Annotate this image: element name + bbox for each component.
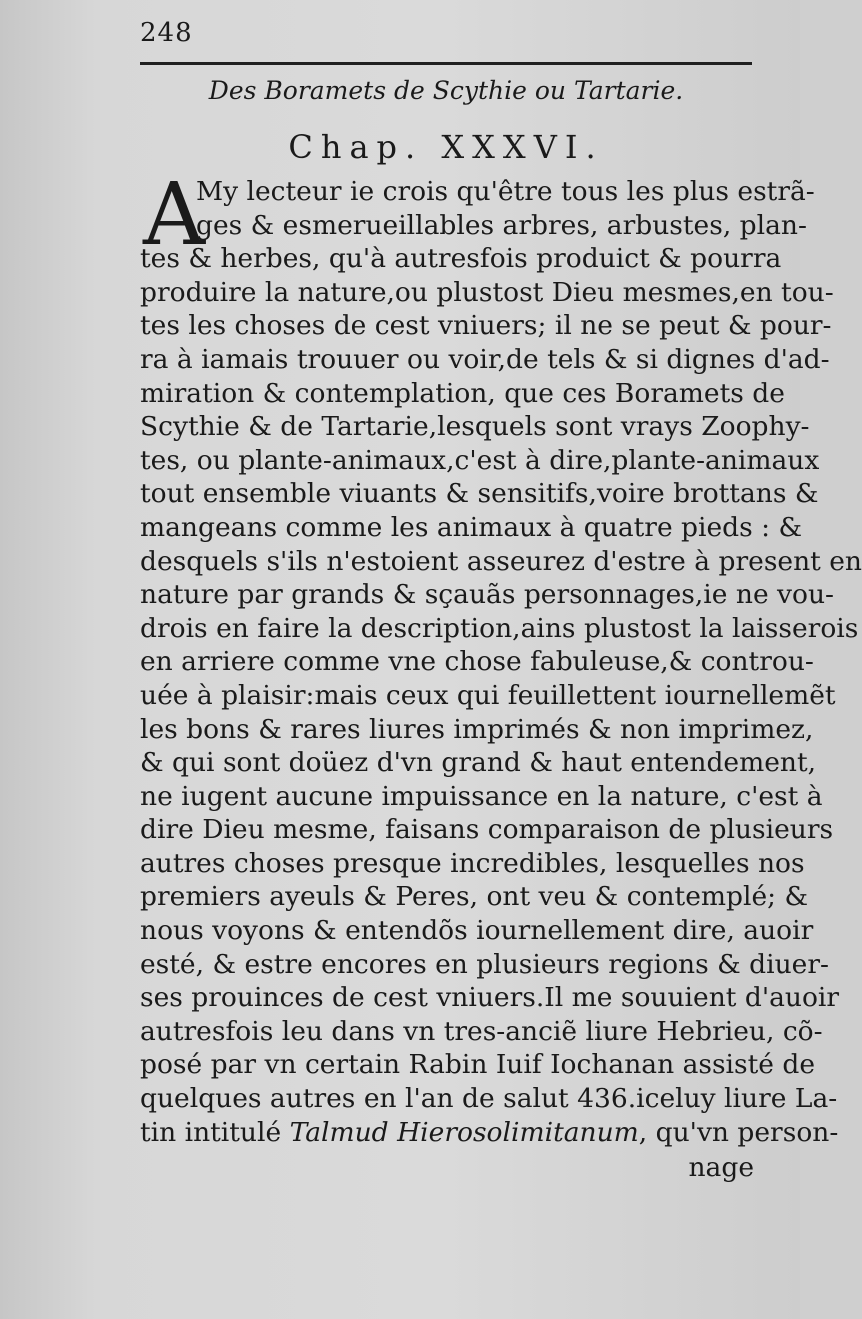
- text-line: tout ensemble viuants & sensitifs,voire brottans &: [140, 478, 819, 510]
- text-line: My lecteur ie crois qu'être tous les plus estrã-: [196, 176, 815, 207]
- text-line: en arriere comme vne chose fabuleuse,& controu-: [140, 646, 814, 678]
- text-line: produire la nature,ou plustost Dieu mesmes,en tou-: [140, 276, 834, 308]
- text-line: tes les choses de cest vniuers; il ne se peut & pour-: [140, 310, 832, 342]
- text-line: drois en faire la description,ains plustost la laisserois: [140, 612, 859, 644]
- italic-title: Talmud Hierosolimitanum: [289, 1116, 639, 1148]
- text-line: autres choses presque incredibles, lesquelles nos: [140, 847, 805, 879]
- page-number: 248: [140, 18, 193, 48]
- text-fragment: tin intitulé: [140, 1116, 290, 1148]
- text-line: quelques autres en l'an de salut 436.iceluy liure La-: [140, 1083, 838, 1115]
- running-title: Des Boramets de Scythie ou Tartarie.: [208, 76, 684, 105]
- chapter-heading: Chap. XXXVI.: [288, 128, 604, 166]
- text-line: tes & herbes, qu'à autresfois produict & pourra: [140, 243, 782, 275]
- text-line: mangeans comme les animaux à quatre pieds : &: [140, 511, 803, 543]
- text-line: uée à plaisir:mais ceux qui feuillettent iournellemẽt: [140, 679, 836, 711]
- text-line: ne iugent aucune impuissance en la nature, c'est à: [140, 780, 823, 812]
- text-line: dire Dieu mesme, faisans comparaison de plusieurs: [140, 814, 834, 846]
- text-line: & qui sont doüez d'vn grand & haut entendement,: [140, 747, 817, 779]
- text-line: nature par grands & sçauãs personnages,ie ne vou-: [140, 579, 835, 611]
- text-line: nous voyons & entendõs iournellement dire, auoir: [140, 915, 814, 947]
- text-line: esté, & estre encores en plusieurs regions & diuer-: [140, 948, 829, 980]
- text-line-last: [140, 1116, 839, 1150]
- body-text: [140, 165, 862, 1149]
- drop-cap: A: [143, 165, 206, 265]
- text-line: autresfois leu dans vn tres-anciẽ liure Hebrieu, cõ-: [140, 1015, 823, 1047]
- text-line: premiers ayeuls & Peres, ont veu & contemplé; &: [140, 881, 809, 913]
- catchword: nage: [688, 1152, 754, 1183]
- text-line: ra à iamais trouuer ou voir,de tels & si dignes d'ad-: [140, 343, 830, 375]
- text-line: ses prouinces de cest vniuers.Il me souuient d'auoir: [140, 982, 840, 1014]
- text-fragment: , qu'vn person-: [638, 1116, 839, 1148]
- text-line: tes, ou plante-animaux,c'est à dire,plante-animaux: [140, 444, 820, 476]
- header-rule: [140, 62, 752, 65]
- text-line: Scythie & de Tartarie,lesquels sont vrays Zoophy-: [140, 411, 810, 443]
- text-line: desquels s'ils n'estoient asseurez d'estre à present en: [140, 545, 862, 577]
- text-line: ges & esmerueillables arbres, arbustes, plan-: [196, 209, 807, 241]
- text-line: miration & contemplation, que ces Boramets de: [140, 377, 785, 409]
- text-line: posé par vn certain Rabin Iuif Iochanan assisté de: [140, 1049, 816, 1081]
- text-line: les bons & rares liures imprimés & non imprimez,: [140, 713, 814, 745]
